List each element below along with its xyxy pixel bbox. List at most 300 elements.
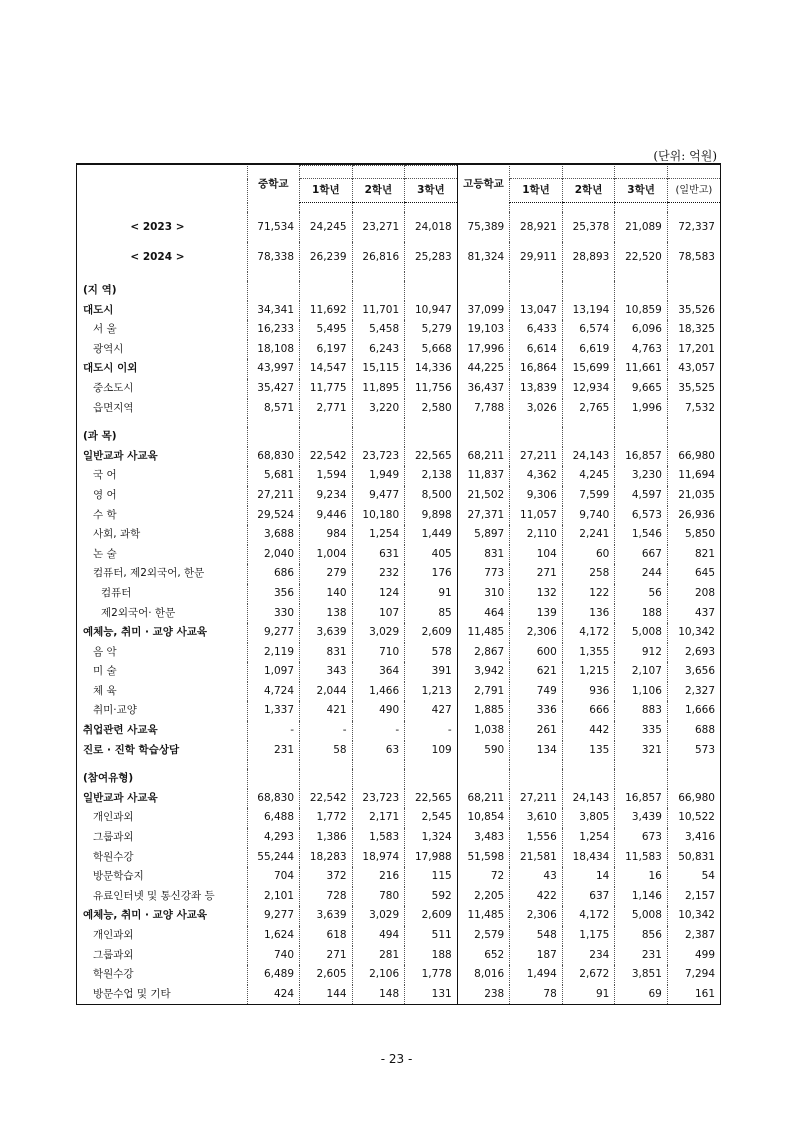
value-cell: 135 (562, 741, 615, 761)
value-cell: 208 (667, 584, 720, 604)
value-cell: 1,949 (352, 466, 405, 486)
value-cell: 3,439 (615, 808, 668, 828)
header-spacer (562, 166, 615, 179)
value-cell: 14,336 (405, 359, 458, 379)
spacer-cell (300, 418, 353, 427)
value-cell: 2,609 (405, 906, 458, 926)
value-cell: 68,211 (457, 789, 510, 809)
row-label: 대도시 이외 (83, 362, 138, 375)
value-cell: 6,096 (615, 320, 668, 340)
spacer-cell (352, 418, 405, 427)
value-cell (300, 281, 353, 301)
value-cell: 16,857 (615, 789, 668, 809)
row-label: 영 어 (93, 488, 117, 501)
spacer-cell (405, 203, 458, 213)
value-cell: 2,106 (352, 965, 405, 985)
value-cell: 5,458 (352, 320, 405, 340)
table-row (77, 466, 720, 486)
value-cell: 1,666 (667, 701, 720, 721)
value-cell: 2,693 (667, 643, 720, 663)
value-cell: 9,446 (300, 506, 353, 526)
value-cell: 631 (352, 545, 405, 565)
value-cell: 442 (562, 721, 615, 741)
expenditure-table (76, 163, 721, 1005)
value-cell: 176 (405, 564, 458, 584)
value-cell: 279 (300, 564, 353, 584)
row-label: 국 어 (93, 469, 117, 482)
row-label: 서 울 (93, 323, 117, 336)
value-cell: 78 (510, 985, 563, 1005)
row-label: 읍면지역 (93, 401, 134, 414)
value-cell: 68,830 (247, 447, 300, 467)
spacer-cell (615, 272, 668, 281)
value-cell: 4,293 (247, 828, 300, 848)
value-cell: 244 (615, 564, 668, 584)
value-cell: 22,565 (405, 447, 458, 467)
spacer-cell (352, 760, 405, 769)
value-cell: 6,488 (247, 808, 300, 828)
value-cell: 188 (405, 946, 458, 966)
spacer-cell (457, 272, 510, 281)
header-middle-school: 중학교 (247, 166, 300, 203)
value-cell: 27,211 (510, 789, 563, 809)
value-cell: 231 (247, 741, 300, 761)
header-m2: 2학년 (352, 179, 405, 203)
value-cell (510, 769, 563, 789)
value-cell: 405 (405, 545, 458, 565)
header-m3: 3학년 (405, 179, 458, 203)
table-row (77, 906, 720, 926)
value-cell: 22,565 (405, 789, 458, 809)
value-cell: 24,018 (405, 212, 458, 242)
value-cell: 56 (615, 584, 668, 604)
value-cell: 4,172 (562, 906, 615, 926)
value-cell: 1,254 (562, 828, 615, 848)
value-cell: 21,035 (667, 486, 720, 506)
value-cell: 9,277 (247, 906, 300, 926)
table-row (77, 662, 720, 682)
value-cell (615, 769, 668, 789)
value-cell: 27,211 (247, 486, 300, 506)
value-cell: 10,342 (667, 623, 720, 643)
row-label: 광역시 (93, 342, 124, 355)
spacer-cell (510, 418, 563, 427)
value-cell: 1,386 (300, 828, 353, 848)
value-cell: 23,723 (352, 447, 405, 467)
spacer-cell (667, 272, 720, 281)
value-cell: 1,215 (562, 662, 615, 682)
value-cell: 4,597 (615, 486, 668, 506)
spacer-cell (457, 760, 510, 769)
year-row (77, 212, 720, 242)
value-cell: 499 (667, 946, 720, 966)
value-cell (247, 769, 300, 789)
table-header (77, 166, 720, 203)
value-cell: 2,171 (352, 808, 405, 828)
value-cell: 3,026 (510, 399, 563, 419)
value-cell (562, 281, 615, 301)
value-cell: 1,175 (562, 926, 615, 946)
spacer-cell (405, 760, 458, 769)
value-cell: 60 (562, 545, 615, 565)
value-cell: 372 (300, 867, 353, 887)
row-label: (지 역) (83, 284, 117, 296)
spacer-cell (405, 418, 458, 427)
value-cell: 3,656 (667, 662, 720, 682)
spacer-cell (457, 203, 510, 213)
row-label: 개인과외 (93, 811, 134, 824)
value-cell: 912 (615, 643, 668, 663)
value-cell: 124 (352, 584, 405, 604)
value-cell: 490 (352, 701, 405, 721)
value-cell: 11,057 (510, 506, 563, 526)
value-cell: 590 (457, 741, 510, 761)
value-cell (615, 281, 668, 301)
value-cell: 109 (405, 741, 458, 761)
row-label: 사회, 과학 (93, 528, 141, 541)
value-cell: 22,542 (300, 447, 353, 467)
table-row (77, 623, 720, 643)
value-cell: - (247, 721, 300, 741)
row-label: 일반교과 사교육 (83, 791, 158, 804)
value-cell: 2,138 (405, 466, 458, 486)
year-row (77, 242, 720, 272)
value-cell: - (405, 721, 458, 741)
table-row (77, 359, 720, 379)
row-label: 학원수강 (93, 968, 134, 981)
value-cell: 68,211 (457, 447, 510, 467)
value-cell: 1,004 (300, 545, 353, 565)
value-cell: 3,639 (300, 623, 353, 643)
value-cell: 26,239 (300, 242, 353, 272)
unit-label: (단위: 억원) (653, 149, 717, 163)
value-cell: 78,338 (247, 242, 300, 272)
header-spacer (300, 166, 353, 179)
value-cell: 11,694 (667, 466, 720, 486)
table-row (77, 301, 720, 321)
value-cell: 3,942 (457, 662, 510, 682)
table-body (77, 203, 720, 1005)
value-cell: 23,723 (352, 789, 405, 809)
value-cell: 6,573 (615, 506, 668, 526)
spacer-cell (562, 203, 615, 213)
value-cell: 281 (352, 946, 405, 966)
value-cell: 71,534 (247, 212, 300, 242)
value-cell: 271 (510, 564, 563, 584)
value-cell: 343 (300, 662, 353, 682)
value-cell: 773 (457, 564, 510, 584)
value-cell: 35,427 (247, 379, 300, 399)
spacer-cell (667, 760, 720, 769)
table-row (77, 946, 720, 966)
value-cell: 8,500 (405, 486, 458, 506)
spacer-cell (615, 418, 668, 427)
value-cell (457, 281, 510, 301)
value-cell (247, 281, 300, 301)
value-cell: 688 (667, 721, 720, 741)
value-cell: 984 (300, 525, 353, 545)
spacer-row (77, 272, 720, 281)
value-cell: 3,416 (667, 828, 720, 848)
header-high-school: 고등학교 (457, 166, 510, 203)
row-label: 그룹과외 (93, 948, 134, 961)
value-cell: 138 (300, 604, 353, 624)
value-cell: 330 (247, 604, 300, 624)
value-cell: 261 (510, 721, 563, 741)
value-cell: 72,337 (667, 212, 720, 242)
value-cell: 16 (615, 867, 668, 887)
value-cell: 18,974 (352, 848, 405, 868)
value-cell: 11,692 (300, 301, 353, 321)
row-label: 컴퓨터 (101, 586, 132, 599)
value-cell: 28,893 (562, 242, 615, 272)
value-cell: 2,327 (667, 682, 720, 702)
value-cell: 621 (510, 662, 563, 682)
value-cell: 85 (405, 604, 458, 624)
row-label: 대도시 (83, 303, 114, 316)
value-cell: 132 (510, 584, 563, 604)
row-label: 그룹과외 (93, 831, 134, 844)
value-cell: 9,234 (300, 486, 353, 506)
row-label: < 2023 > (130, 221, 185, 233)
table-row (77, 427, 720, 447)
value-cell: 1,556 (510, 828, 563, 848)
table-row (77, 340, 720, 360)
table-row (77, 643, 720, 663)
value-cell: 592 (405, 887, 458, 907)
value-cell: 4,362 (510, 466, 563, 486)
table-row (77, 769, 720, 789)
value-cell: 11,583 (615, 848, 668, 868)
value-cell: 578 (405, 643, 458, 663)
value-cell: 2,580 (405, 399, 458, 419)
value-cell: 856 (615, 926, 668, 946)
value-cell: 13,839 (510, 379, 563, 399)
spacer-cell (300, 272, 353, 281)
value-cell: 780 (352, 887, 405, 907)
row-label: 개인과외 (93, 929, 134, 941)
value-cell: 144 (300, 985, 353, 1005)
value-cell: 1,324 (405, 828, 458, 848)
spacer-cell (562, 418, 615, 427)
value-cell: 10,859 (615, 301, 668, 321)
value-cell: 24,143 (562, 447, 615, 467)
value-cell: 2,605 (300, 965, 353, 985)
spacer-cell (615, 760, 668, 769)
value-cell: 2,306 (510, 906, 563, 926)
value-cell: 81,324 (457, 242, 510, 272)
value-cell: 17,988 (405, 848, 458, 868)
value-cell: 2,579 (457, 926, 510, 946)
value-cell: 2,119 (247, 643, 300, 663)
value-cell (457, 427, 510, 447)
value-cell: 740 (247, 946, 300, 966)
value-cell: 7,599 (562, 486, 615, 506)
value-cell: 15,699 (562, 359, 615, 379)
table-row (77, 887, 720, 907)
value-cell: 2,609 (405, 623, 458, 643)
value-cell: 3,483 (457, 828, 510, 848)
row-label: 방문학습지 (93, 870, 144, 883)
value-cell: 66,980 (667, 789, 720, 809)
spacer-cell (562, 760, 615, 769)
row-label: 체 육 (93, 684, 117, 697)
value-cell: 68,830 (247, 789, 300, 809)
value-cell: 3,688 (247, 525, 300, 545)
spacer-cell (510, 272, 563, 281)
value-cell: 11,701 (352, 301, 405, 321)
value-cell: 1,106 (615, 682, 668, 702)
value-cell: 5,897 (457, 525, 510, 545)
value-cell: 234 (562, 946, 615, 966)
value-cell: 78,583 (667, 242, 720, 272)
spacer-cell (247, 203, 300, 213)
value-cell: 29,911 (510, 242, 563, 272)
value-cell: 637 (562, 887, 615, 907)
value-cell: 2,157 (667, 887, 720, 907)
row-label: 논 술 (93, 547, 117, 560)
value-cell: 16,864 (510, 359, 563, 379)
header-h1: 1학년 (510, 179, 563, 203)
value-cell: 2,101 (247, 887, 300, 907)
value-cell: 16,857 (615, 447, 668, 467)
value-cell: 134 (510, 741, 563, 761)
value-cell: 1,624 (247, 926, 300, 946)
value-cell: 17,996 (457, 340, 510, 360)
row-label: 취업관련 사교육 (83, 724, 158, 737)
value-cell: 136 (562, 604, 615, 624)
value-cell: 427 (405, 701, 458, 721)
value-cell: 10,180 (352, 506, 405, 526)
value-cell: 18,434 (562, 848, 615, 868)
value-cell: 63 (352, 741, 405, 761)
value-cell (615, 427, 668, 447)
table-row (77, 867, 720, 887)
value-cell: 27,371 (457, 506, 510, 526)
value-cell: 831 (457, 545, 510, 565)
value-cell: 25,378 (562, 212, 615, 242)
value-cell: 2,241 (562, 525, 615, 545)
value-cell: 1,772 (300, 808, 353, 828)
value-cell: 13,047 (510, 301, 563, 321)
row-label: 컴퓨터, 제2외국어, 한문 (93, 567, 205, 580)
spacer-cell (352, 203, 405, 213)
value-cell: 18,283 (300, 848, 353, 868)
table-row (77, 789, 720, 809)
value-cell: 16,233 (247, 320, 300, 340)
spacer-cell (457, 418, 510, 427)
value-cell: 424 (247, 985, 300, 1005)
value-cell: 883 (615, 701, 668, 721)
value-cell: 11,895 (352, 379, 405, 399)
value-cell: 43,057 (667, 359, 720, 379)
row-label: 예체능, 취미 · 교양 사교육 (83, 626, 208, 639)
spacer-cell (77, 272, 247, 281)
value-cell: 91 (405, 584, 458, 604)
value-cell: 1,466 (352, 682, 405, 702)
value-cell: 9,306 (510, 486, 563, 506)
value-cell: 5,279 (405, 320, 458, 340)
value-cell: 2,306 (510, 623, 563, 643)
value-cell (562, 769, 615, 789)
table-row (77, 965, 720, 985)
value-cell: 2,672 (562, 965, 615, 985)
value-cell: 494 (352, 926, 405, 946)
spacer-cell (247, 272, 300, 281)
value-cell: 422 (510, 887, 563, 907)
value-cell: 9,898 (405, 506, 458, 526)
value-cell: 43,997 (247, 359, 300, 379)
value-cell: 3,029 (352, 906, 405, 926)
value-cell: 1,546 (615, 525, 668, 545)
table-row (77, 926, 720, 946)
value-cell: 421 (300, 701, 353, 721)
value-cell: 11,485 (457, 906, 510, 926)
value-cell: 1,355 (562, 643, 615, 663)
value-cell: 107 (352, 604, 405, 624)
value-cell: 548 (510, 926, 563, 946)
value-cell: 25,283 (405, 242, 458, 272)
value-cell: 21,581 (510, 848, 563, 868)
value-cell: 5,850 (667, 525, 720, 545)
value-cell: 11,775 (300, 379, 353, 399)
row-label: 예체능, 취미 · 교양 사교육 (83, 909, 208, 922)
value-cell: 7,294 (667, 965, 720, 985)
page-number: - 23 - (380, 1052, 413, 1066)
value-cell: 1,594 (300, 466, 353, 486)
value-cell: 43 (510, 867, 563, 887)
spacer-cell (510, 760, 563, 769)
value-cell: 3,851 (615, 965, 668, 985)
value-cell: 1,996 (615, 399, 668, 419)
value-cell: 336 (510, 701, 563, 721)
value-cell: 1,097 (247, 662, 300, 682)
value-cell: 36,437 (457, 379, 510, 399)
value-cell (667, 281, 720, 301)
value-cell: 3,805 (562, 808, 615, 828)
value-cell: 72 (457, 867, 510, 887)
row-label: 방문수업 및 기타 (93, 987, 171, 1000)
value-cell (352, 769, 405, 789)
value-cell: 7,788 (457, 399, 510, 419)
spacer-cell (247, 760, 300, 769)
value-cell: 391 (405, 662, 458, 682)
value-cell: 4,172 (562, 623, 615, 643)
value-cell: 9,665 (615, 379, 668, 399)
table-row (77, 564, 720, 584)
table-row (77, 379, 720, 399)
header-spacer (510, 166, 563, 179)
value-cell: 271 (300, 946, 353, 966)
value-cell: 75,389 (457, 212, 510, 242)
value-cell: 3,610 (510, 808, 563, 828)
value-cell: 115 (405, 867, 458, 887)
value-cell: 667 (615, 545, 668, 565)
value-cell: 3,639 (300, 906, 353, 926)
value-cell: 26,816 (352, 242, 405, 272)
value-cell (247, 427, 300, 447)
table-row (77, 808, 720, 828)
value-cell: 55,244 (247, 848, 300, 868)
value-cell: 437 (667, 604, 720, 624)
value-cell: 27,211 (510, 447, 563, 467)
table-row (77, 584, 720, 604)
value-cell: 140 (300, 584, 353, 604)
spacer-cell (510, 203, 563, 213)
value-cell: 645 (667, 564, 720, 584)
value-cell: 216 (352, 867, 405, 887)
value-cell (352, 281, 405, 301)
